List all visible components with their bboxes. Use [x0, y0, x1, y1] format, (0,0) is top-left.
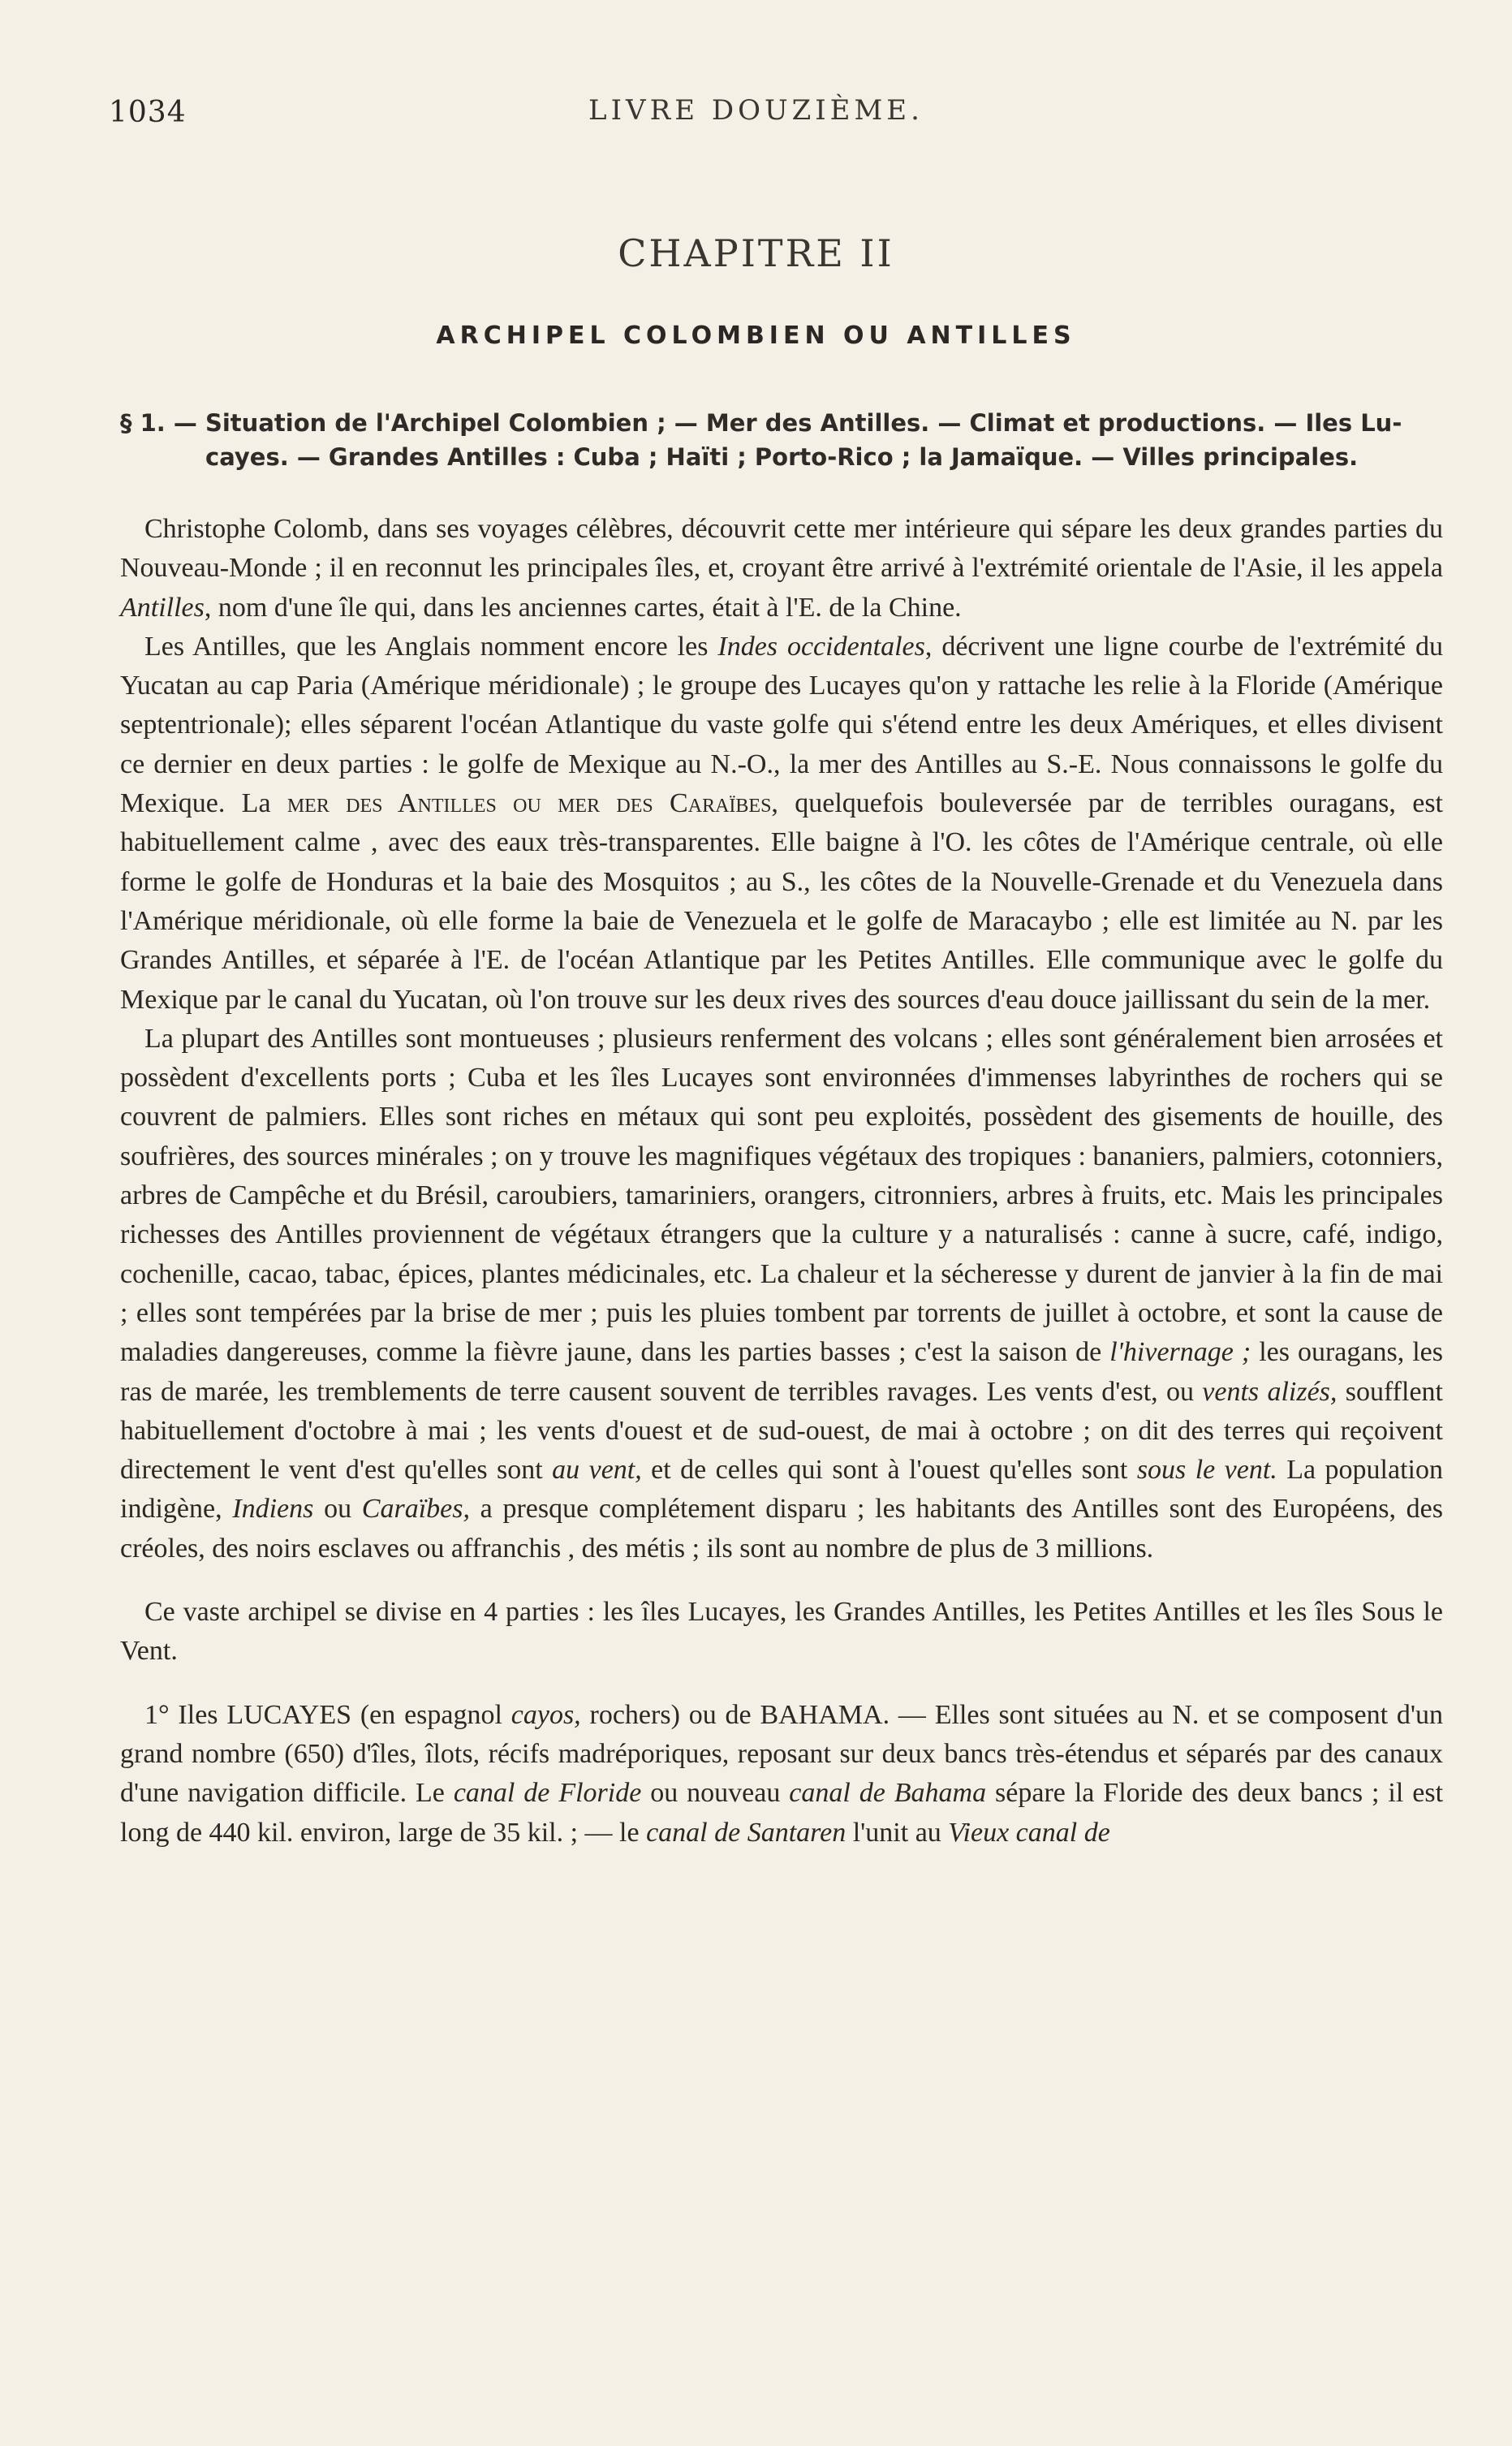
paragraph-1: [120, 510, 1443, 628]
paragraph-2: [120, 628, 1443, 1020]
paragraph-5-italic-canal-floride: canal de Floride: [453, 1778, 642, 1809]
paragraph-3-italic-sous-le-vent: sous le vent.: [1136, 1455, 1277, 1486]
paragraph-5-text-e: ou nouveau: [641, 1778, 790, 1809]
paragraph-2-text-a: Les Antilles, que les Anglais nomment encore les: [144, 631, 718, 662]
paragraph-2-italic-indes: Indes occidentales: [717, 631, 925, 662]
summary-line-1: § 1. — Situation de l'Archipel Colombien ; — Mer des Antilles. — Climat et productions. — Iles Lu-: [120, 409, 1402, 437]
paragraph-1-italic-antilles: Antilles: [120, 592, 205, 623]
paragraph-3-text-a: La plupart des Antilles sont montueuses ; plusieurs renferment des volcans ; elles sont généralement bien arrosées et possèdent d'excellents ports ; Cuba et les îles Lucayes sont environnées d'immenses labyrinthes de rochers qui se couvrent de palmiers. Elles sont riches en métaux qui sont peu exploités, possèdent des gisements de houille, des soufrières, des sources minérales ; on y trouve les magnifiques végétaux des tropiques : bananiers, palmiers, cotonniers, arbres de Campêche et du Brésil, caroubiers, tamariniers, orangers, citronniers, arbres à fruits, etc. Mais les principales richesses des Antilles proviennent de végétaux étrangers que la culture y a naturalisés : canne à sucre, café, indigo, cochenille, cacao, tabac, épices, plantes médicinales, etc. La chaleur et la sécheresse y durent de janvier à la fin de mai ; elles sont tempérées par la brise de mer ; puis les pluies tombent par torrents de juillet à octobre, et sont la cause de maladies dangereuses, comme la fièvre jaune, dans les parties basses ; c'est la saison de: [120, 1023, 1443, 1368]
paragraph-2-smallcaps-mer: mer des Antilles ou mer des Caraïbes: [286, 788, 772, 819]
paragraph-5-italic-canal-santaren: canal de Santaren: [646, 1817, 846, 1848]
page-number: 1034: [109, 96, 187, 129]
paragraph-3: [120, 1020, 1443, 1568]
paragraph-3-italic-alizes: vents alizés,: [1202, 1376, 1338, 1407]
paragraph-5-text-c: rochers) ou de BAHAMA. — Elles sont situées au N. et se composent d'un grand nombre (650) d'îles, îlots, récifs madréporiques, reposant sur deux bancs très-étendus et séparés par des canaux d'une navigation difficile. Le: [120, 1699, 1443, 1809]
section-title: ARCHIPEL COLOMBIEN OU ANTILLES: [436, 321, 1076, 350]
paragraph-3-text-e: soufflent habituellement d'octobre à mai ; les vents d'ouest et de sud-ouest, de mai à octobre ; on dit des terres qui reçoivent directement le vent d'est qu'elles sont: [120, 1376, 1443, 1486]
summary-line-2: cayes. — Grandes Antilles : Cuba ; Haïti ; Porto-Rico ; la Jamaïque. — Villes principales.: [205, 443, 1359, 471]
paragraph-1-text-a: Christophe Colomb, dans ses voyages célèbres, découvrit cette mer intérieure qui sépare les deux grandes parties du Nouveau-Monde ; il en reconnut les principales îles, et, croyant être arrivé à l'extrémité orientale de l'Asie, il les appela: [120, 514, 1443, 584]
paragraph-3-text-g: et de celles qui sont à l'ouest qu'elles sont: [641, 1455, 1137, 1486]
paragraph-5-text-g: sépare la Floride des deux bancs ; il est long de 440 kil. environ, large de 35 kil. ; — le: [120, 1778, 1444, 1848]
paragraph-5-text-i: l'unit au: [846, 1817, 949, 1848]
paragraph-5-text-a: 1° Iles LUCAYES (en espagnol: [144, 1699, 511, 1730]
chapter-summary: [120, 406, 1443, 474]
paragraph-3-text-k: ou: [313, 1494, 362, 1525]
paragraph-5-italic-vieux-canal: Vieux canal de: [948, 1817, 1110, 1848]
running-head: LIVRE DOUZIÈME.: [588, 94, 924, 127]
paragraph-2-text-c: , décrivent une ligne courbe de l'extrémité du Yucatan au cap Paria (Amérique méridionale) ; le groupe des Lucayes qu'on y rattache les relie à la Floride (Amérique septentrionale); elles séparent l'océan Atlantique du vaste golfe qui s'étend entre les deux Amériques, et elles divisent ce dernier en deux parties : le golfe de Mexique au N.-O., la mer des Antilles au S.-E. Nous connaissons le golfe du Mexique. La: [120, 631, 1444, 819]
paragraph-2-text-e: , quelquefois bouleversée par de terribles ouragans, est habituellement calme , avec des eaux très-transparentes. Elle baigne à l'O. les côtes de l'Amérique centrale, où elle forme le golfe de Honduras et la baie des Mosquitos ; au S., les côtes de la Nouvelle-Grenade et du Venezuela dans l'Amérique méridionale, où elle forme la baie de Venezuela et le golfe de Maracaybo ; elle est limitée au N. par les Grandes Antilles, et séparée à l'E. de l'océan Atlantique par les Petites Antilles. Elle communique avec le golfe du Mexique par le canal du Yucatan, où l'on trouve sur les deux rives des sources d'eau douce jaillissant du sein de la mer.: [120, 788, 1443, 1015]
paragraph-5-italic-cayos: cayos,: [510, 1699, 581, 1730]
paragraph-3-italic-caraibes: Caraïbes,: [361, 1494, 470, 1525]
paragraph-3-text-c: les ouragans, les ras de marée, les tremblements de terre causent souvent de terribles ravages. Les vents d'est, ou: [120, 1337, 1443, 1407]
body-text: [120, 510, 1443, 1853]
paragraph-1-text-c: , nom d'une île qui, dans les anciennes cartes, était à l'E. de la Chine.: [204, 592, 962, 623]
paragraph-5: [120, 1696, 1443, 1853]
paragraph-4: Ce vaste archipel se divise en 4 parties : les îles Lucayes, les Grandes Antilles, les Petites Antilles et les îles Sous le Vent.: [120, 1597, 1443, 1667]
paragraph-3-text-i: La population indigène,: [120, 1455, 1443, 1525]
chapter-title: CHAPITRE II: [618, 231, 894, 275]
paragraph-5-italic-canal-bahama: canal de Bahama: [789, 1778, 987, 1809]
paragraph-3-text-m: a presque complétement disparu ; les habitants des Antilles sont des Européens, des créoles, des noirs esclaves ou affranchis , des métis ; ils sont au nombre de plus de 3 millions.: [120, 1494, 1443, 1564]
paragraph-3-italic-au-vent: au vent,: [552, 1455, 642, 1486]
paragraph-3-italic-indiens: Indiens: [232, 1494, 314, 1525]
paragraph-3-italic-hivernage: l'hivernage ;: [1109, 1337, 1251, 1368]
